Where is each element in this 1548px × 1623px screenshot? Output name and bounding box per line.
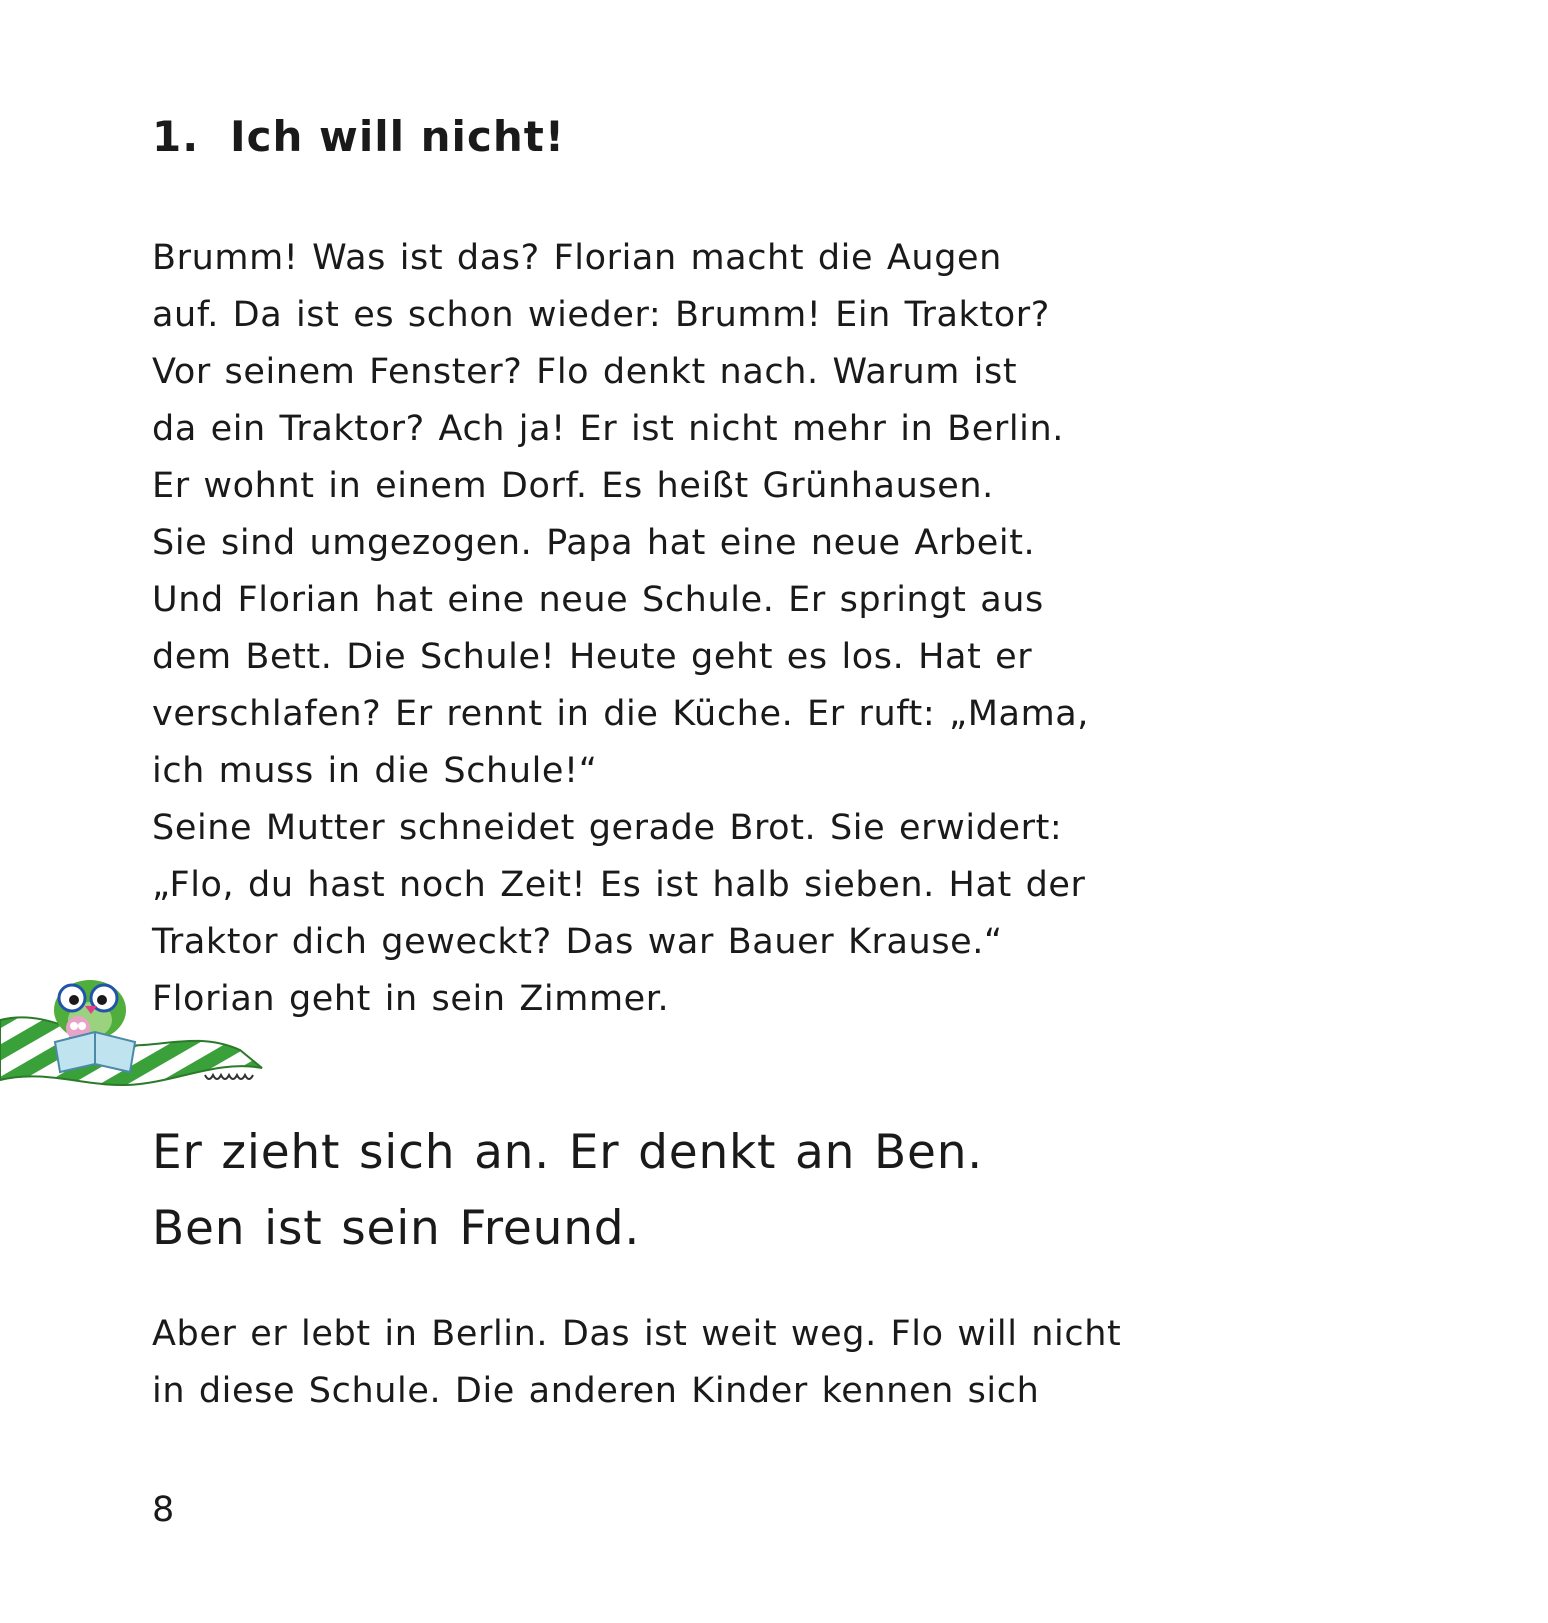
- reading-owl-on-scarf-icon: [0, 980, 280, 1120]
- text-line: auf. Da ist es schon wieder: Brumm! Ein Traktor?: [152, 295, 1050, 335]
- text-line: Brumm! Was ist das? Florian macht die Augen: [152, 238, 1002, 278]
- page-number: 8: [152, 1490, 175, 1530]
- large-text-line: Er zieht sich an. Er denkt an Ben.: [152, 1125, 984, 1180]
- text-line: Sie sind umgezogen. Papa hat eine neue Arbeit.: [152, 523, 1036, 563]
- text-line: dem Bett. Die Schule! Heute geht es los. Hat er: [152, 637, 1033, 677]
- text-line: in diese Schule. Die anderen Kinder kennen sich: [152, 1371, 1040, 1411]
- paragraph-1: [152, 230, 1089, 1028]
- chapter-title: [152, 112, 565, 161]
- text-line: Florian geht in sein Zimmer.: [152, 979, 670, 1019]
- text-line: Aber er lebt in Berlin. Das ist weit weg. Flo will nicht: [152, 1314, 1122, 1354]
- text-line: Und Florian hat eine neue Schule. Er springt aus: [152, 580, 1044, 620]
- paragraph-2: [152, 1306, 1121, 1420]
- text-line: verschlafen? Er rennt in die Küche. Er ruft: „Mama,: [152, 694, 1090, 734]
- text-line: da ein Traktor? Ach ja! Er ist nicht mehr in Berlin.: [152, 409, 1064, 449]
- large-text-line: Ben ist sein Freund.: [152, 1201, 641, 1256]
- chapter-number: 1.: [152, 112, 200, 161]
- text-line: „Flo, du hast noch Zeit! Es ist halb sieben. Hat der: [152, 865, 1086, 905]
- text-line: Vor seinem Fenster? Flo denkt nach. Warum ist: [152, 352, 1018, 392]
- text-line: ich muss in die Schule!“: [152, 751, 598, 791]
- text-line: Er wohnt in einem Dorf. Es heißt Grünhausen.: [152, 466, 994, 506]
- chapter-title-text: Ich will nicht!: [230, 112, 565, 161]
- emphasized-text: [152, 1115, 983, 1267]
- text-line: Traktor dich geweckt? Das war Bauer Krause.“: [152, 922, 1003, 962]
- text-line: Seine Mutter schneidet gerade Brot. Sie erwidert:: [152, 808, 1063, 848]
